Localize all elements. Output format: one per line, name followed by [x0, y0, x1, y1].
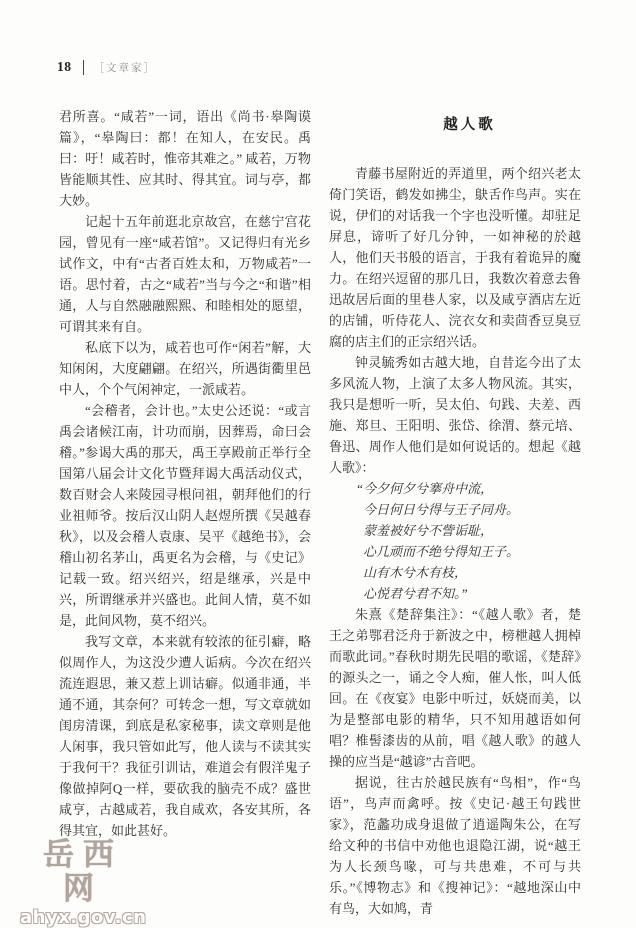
- page-number: 18: [57, 59, 72, 74]
- poem-line: 心几顽而不绝兮得知王子。: [363, 544, 520, 559]
- poem-line: 今日何日兮得与王子同舟。: [363, 502, 520, 517]
- paragraph: 据说，往古於越民族有“鸟相”，作“鸟语”，鸟声而禽呼。按《史记·越王句践世家》，范蠡功成身退做了逍遥陶朱公，在写给文种的书信中劝他也退隐江湖，说“越王为人长颈鸟喙，可与共患难，不可与共乐。”《博物志》和《搜神记》：“越地深山中有鸟，大如鸠，青: [329, 775, 581, 916]
- watermark-site-url: ahyx.gov.cn: [20, 907, 147, 928]
- running-head: [57, 58, 156, 76]
- paragraph: 君所喜。“咸若”一词，语出《尚书·皋陶谟篇》，“皋陶曰：都！在知人，在安民。禹曰：吁！咸若时，惟帝其难之。” 咸若，万物皆能顺其性、应其时、得其宜。词与亭，都大妙。: [59, 109, 311, 208]
- article-title: 越人歌: [443, 117, 496, 133]
- site-watermark: [20, 837, 147, 928]
- header-divider: [83, 60, 84, 75]
- poem-line: “今夕何夕兮搴舟中流，: [355, 481, 494, 496]
- left-text-column: [59, 106, 311, 841]
- paragraph: 记起十五年前逛北京故宫，在慈宁宫花园，曾见有一座“咸若馆”。又记得归有光乡试作文，中有“古者百姓太和，万物咸若”一语。思忖着，古之“咸若”当与今之“和谐”相通，人与自然融融熙熙、和睦相处的愿望，可谓其来有自。: [59, 214, 311, 334]
- section-label: ［文章家］: [93, 62, 156, 74]
- right-text-column: [329, 106, 581, 919]
- paragraph: 私底下以为，咸若也可作“闲若”解，大知闲闲，大度翩翩。在绍兴，所遇街衢里邑中人，个个气闲神定，一派咸若。: [59, 340, 311, 397]
- watermark-site-name: 岳西网: [43, 837, 123, 907]
- paragraph: 朱熹《楚辞集注》：“《越人歌》者，楚王之弟鄂君泛舟于新波之中，榜枻越人拥棹而歌此词。”春秋时期先民唱的歌谣，《楚辞》的源头之一，诵之令人痴，催人怅，叫人低回。在《夜宴》电影中听过，妖娆而美，以为是整部电影的精华，只不知用越语如何唱？椎髻漆齿的从前，唱《越人歌》的越人操的应当是“越谚”古音吧。: [329, 607, 581, 769]
- poem-block: [329, 478, 581, 604]
- paragraph: 钟灵毓秀如古越大地，自昔迄今出了太多风流人物，上演了太多人物风流。其实，我只是想听一听，吴太伯、句践、夫差、西施、郑旦、王阳明、张岱、徐渭、蔡元培、鲁迅、周作人他们是如何说话的。想起《越人歌》：: [329, 355, 581, 475]
- poem-line: 蒙羞被好兮不訾诟耻，: [363, 523, 494, 538]
- paragraph: 青藤书屋附近的弄道里，两个绍兴老太倚门笑语，鹤发如拂尘，鴃舌作鸟声。实在说，伊们的对话我一个字也没听懂。却驻足屏息，谛听了好几分钟，一如神秘的於越人，他们天书般的语言，于我有着诡异的魔力。在绍兴逗留的那几日，我数次着意去鲁迅故居后面的里巷人家，以及咸亨酒店左近的店铺，听侍花人、浣衣女和卖茴香豆臭豆腐的店主们的正宗绍兴话。: [329, 166, 581, 349]
- poem-line: 心悦君兮君不知。”: [363, 586, 468, 601]
- poem-line: 山有木兮木有枝，: [363, 565, 468, 580]
- paragraph: 我写文章，本来就有较浓的征引癖，略似周作人，为这没少遭人诟病。今次在绍兴流连遐思，兼又惹上训诂癖。似通非通，半通不通，其奈何？可转念一想，写文章就如闺房清课，到底是私家秘事，读文章则是他人闲事，我只管如此写，他人读与不读其实于我何干？我征引训诂，难道会有假洋鬼子像做掉阿Q一样，要砍我的脑壳不成？盛世咸亨，古越咸若，我自咸欢，各安其所，各得其宜，如此甚好。: [59, 634, 311, 838]
- paragraph: “会稽者，会计也。”太史公还说：“或言禹会诸候江南，计功而崩，因葬焉，命曰会稽。”参谒大禹的那天，禹王享殿前正举行全国第八届会计文化节暨拜谒大禹活动仪式，数百财会人来陵园寻根问祖，朝拜他们的行业祖师爷。按后汉山阴人赵煜所撰《吴越春秋》，以及会稽人袁康、吴平《越绝书》，会稽山初名茅山，禹更名为会稽，与《史记》记载一致。绍兴绍兴，绍是继承，兴是中兴，所谓继承并兴盛也。此间人情，莫不如是，此间风物，莫不绍兴。: [59, 403, 311, 628]
